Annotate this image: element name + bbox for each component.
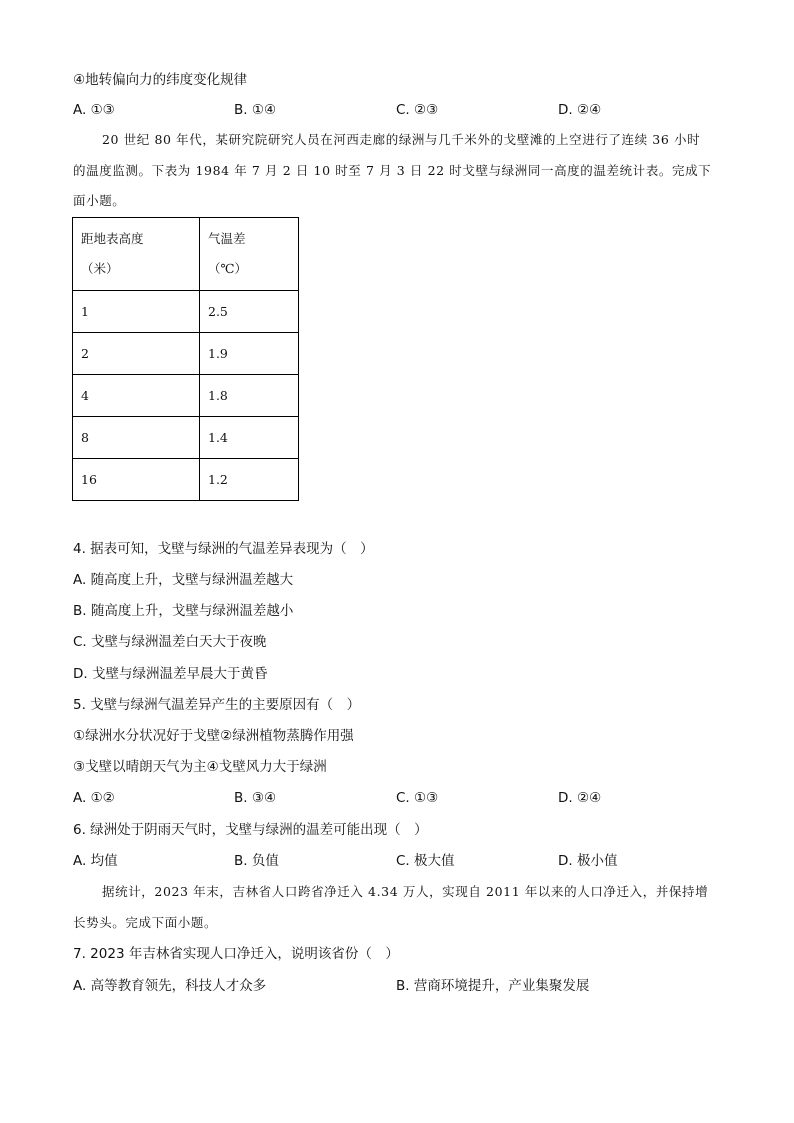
passage1-line-1: 20 世纪 80 年代，某研究院研究人员在河西走廊的绿洲与几千米外的戈壁滩的上空进行了连续 36 小时 bbox=[102, 132, 701, 147]
q5-stem: 5. 戈壁与绿洲气温差异产生的主要原因有（ ） bbox=[73, 697, 361, 713]
passage1-line-2: 的温度监测。下表为 1984 年 7 月 2 日 10 时至 7 月 3 日 22 时戈壁与绿洲同一高度的温差统计表。完成下 bbox=[73, 163, 712, 178]
q4-option-a: A. 随高度上升，戈壁与绿洲温差越大 bbox=[73, 572, 294, 588]
header-temp-diff-unit: （℃） bbox=[208, 261, 247, 276]
q3-item-4: ④地转偏向力的纬度变化规律 bbox=[73, 72, 248, 88]
q5-option-d: D. ②④ bbox=[558, 790, 602, 806]
q6-stem: 6. 绿洲处于阴雨天气时，戈壁与绿洲的温差可能出现（ ） bbox=[73, 822, 428, 838]
table-row bbox=[73, 375, 299, 417]
q7-option-a: A. 高等教育领先，科技人才众多 bbox=[73, 978, 267, 994]
table-cell: 1.2 bbox=[200, 459, 299, 501]
q4-option-d: D. 戈壁与绿洲温差早晨大于黄昏 bbox=[73, 666, 268, 682]
q5-items-line-2: ③戈壁以晴朗天气为主④戈壁风力大于绿洲 bbox=[73, 759, 327, 775]
table-cell: 16 bbox=[73, 459, 200, 501]
q7-stem: 7. 2023 年吉林省实现人口净迁入，说明该省份（ ） bbox=[73, 946, 399, 962]
q7-option-b: B. 营商环境提升，产业集聚发展 bbox=[396, 978, 590, 994]
table-cell: 1 bbox=[73, 291, 200, 333]
table-row bbox=[73, 459, 299, 501]
table-row bbox=[73, 417, 299, 459]
q5-option-c: C. ①③ bbox=[396, 790, 439, 806]
q5-items-line-1: ①绿洲水分状况好于戈壁②绿洲植物蒸腾作用强 bbox=[73, 728, 354, 744]
table-row bbox=[73, 291, 299, 333]
q4-option-c: C. 戈壁与绿洲温差白天大于夜晚 bbox=[73, 634, 267, 650]
table-header-row bbox=[73, 218, 299, 291]
passage2-line-1: 据统计，2023 年末，吉林省人口跨省净迁入 4.34 万人，实现自 2011 年以来的人口净迁入，并保持增 bbox=[102, 884, 709, 899]
table-cell: 4 bbox=[73, 375, 200, 417]
passage1-line-3: 面小题。 bbox=[73, 193, 126, 208]
header-height-label: 距地表高度 bbox=[81, 231, 144, 246]
table-cell: 1.4 bbox=[200, 417, 299, 459]
passage2-line-2: 长势头。完成下面小题。 bbox=[73, 915, 218, 930]
header-height bbox=[73, 218, 200, 291]
q4-stem: 4. 据表可知，戈壁与绿洲的气温差异表现为（ ） bbox=[73, 541, 374, 557]
q6-option-a: A. 均值 bbox=[73, 853, 118, 869]
table-row bbox=[73, 333, 299, 375]
table-cell: 2.5 bbox=[200, 291, 299, 333]
q4-option-b: B. 随高度上升，戈壁与绿洲温差越小 bbox=[73, 603, 294, 619]
q3-option-a: A. ①③ bbox=[73, 102, 115, 118]
q5-option-b: B. ③④ bbox=[234, 790, 277, 806]
table-cell: 8 bbox=[73, 417, 200, 459]
q3-option-b: B. ①④ bbox=[234, 102, 277, 118]
table-cell: 1.8 bbox=[200, 375, 299, 417]
q6-option-c: C. 极大值 bbox=[396, 853, 455, 869]
q6-option-b: B. 负值 bbox=[234, 853, 279, 869]
header-temp-diff-label: 气温差 bbox=[208, 231, 246, 246]
table-cell: 2 bbox=[73, 333, 200, 375]
table-cell: 1.9 bbox=[200, 333, 299, 375]
header-height-unit: （米） bbox=[81, 261, 119, 276]
q3-option-c: C. ②③ bbox=[396, 102, 439, 118]
q6-option-d: D. 极小值 bbox=[558, 853, 618, 869]
q3-option-d: D. ②④ bbox=[558, 102, 602, 118]
header-temp-diff bbox=[200, 218, 299, 291]
temperature-difference-table bbox=[72, 217, 299, 501]
q5-option-a: A. ①② bbox=[73, 790, 115, 806]
